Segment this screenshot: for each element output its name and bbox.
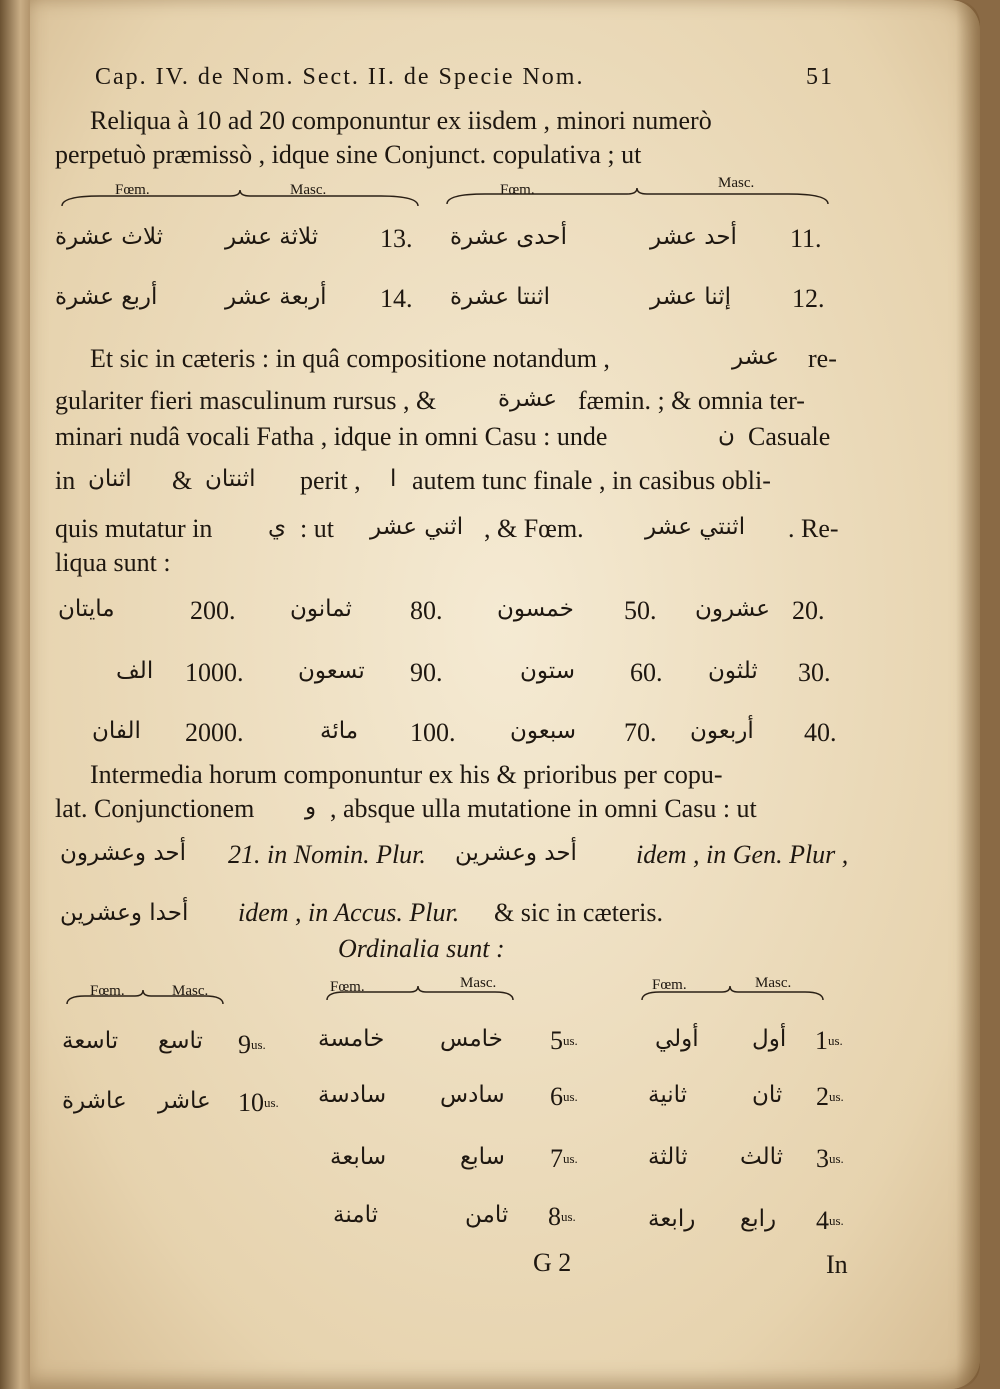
ord-3-masc: ثالث bbox=[740, 1144, 784, 1170]
ord-label-masc-3: Masc. bbox=[755, 975, 792, 991]
ord-5-foem: خامسة bbox=[318, 1026, 385, 1052]
ar-30: ثلثون bbox=[708, 658, 758, 684]
ar-13-foem: ثلاث عشرة bbox=[55, 224, 164, 250]
ord-5-num: $5^{us.}$ bbox=[550, 1026, 578, 1055]
ar-200: مايتان bbox=[58, 596, 115, 622]
p1-foem: , & Fœm. bbox=[484, 514, 584, 543]
ord-1-foem: أولي bbox=[655, 1026, 699, 1052]
num-40: 40. bbox=[804, 718, 837, 747]
ar-70: سبعون bbox=[510, 718, 577, 744]
ord-4-foem: رابعة bbox=[648, 1206, 696, 1232]
brace-right-group bbox=[445, 188, 830, 208]
intro-line-1: Reliqua à 10 ad 20 componuntur ex iisdem , minori numerò bbox=[90, 106, 712, 135]
p1-line2-end: fæmin. ; & omnia ter- bbox=[578, 386, 805, 415]
label-foem-1: Fœm. bbox=[115, 182, 150, 198]
p1-ar-ashar: عشر bbox=[732, 344, 779, 370]
ord-10-num: $10^{us.}$ bbox=[238, 1088, 279, 1117]
p1-ar-ithnatay: اثنتي عشر bbox=[645, 514, 746, 540]
ordinalia-title: Ordinalia sunt : bbox=[338, 934, 505, 963]
ar-14-masc: أربعة عشر bbox=[225, 284, 327, 310]
p2-line2a: lat. Conjunctionem bbox=[55, 794, 255, 823]
p1-in: in bbox=[55, 466, 76, 495]
ar-20: عشرون bbox=[695, 596, 770, 622]
page-edge-shadow bbox=[956, 0, 980, 1389]
p1-reliqua: liqua sunt : bbox=[55, 548, 171, 577]
ord-8-num: $8^{us.}$ bbox=[548, 1202, 576, 1231]
num-50: 50. bbox=[624, 596, 657, 625]
p1-line2: gulariter fieri masculinum rursus , & bbox=[55, 386, 437, 415]
ord-8-foem: ثامنة bbox=[333, 1202, 379, 1228]
p2-line1: Intermedia horum componuntur ex his & prioribus per copu- bbox=[90, 760, 723, 789]
ord-label-foem-1: Fœm. bbox=[90, 983, 125, 999]
p2-gen: idem , in Gen. Plur , bbox=[636, 840, 849, 869]
ord-4-masc: رابع bbox=[740, 1206, 777, 1232]
num-90: 90. bbox=[410, 658, 443, 687]
ord-9-masc: تاسع bbox=[158, 1028, 203, 1054]
ord-9-num: $9^{us.}$ bbox=[238, 1030, 266, 1059]
num-14: 14. bbox=[380, 284, 413, 313]
p2-ar-gen: أحد وعشرين bbox=[455, 840, 577, 866]
p1-amp: & bbox=[172, 466, 193, 495]
p2-end: & sic in cæteris. bbox=[494, 898, 663, 927]
p2-line2b: , absque ulla mutatione in omni Casu : ut bbox=[330, 794, 757, 823]
ar-13-masc: ثلاثة عشر bbox=[225, 224, 319, 250]
ar-11-foem: أحدى عشرة bbox=[450, 224, 567, 250]
ord-2-masc: ثان bbox=[752, 1082, 783, 1108]
p1-line1-end: re- bbox=[808, 344, 837, 373]
ord-label-foem-3: Fœm. bbox=[652, 977, 687, 993]
p2-nom: 21. in Nomin. Plur. bbox=[228, 840, 426, 869]
running-title: Cap. IV. de Nom. Sect. II. de Specie Nom. bbox=[95, 64, 585, 90]
num-20: 20. bbox=[792, 596, 825, 625]
num-1000: 1000. bbox=[185, 658, 244, 687]
ord-7-foem: سابعة bbox=[330, 1144, 387, 1170]
ord-4-num: $4^{us.}$ bbox=[816, 1206, 844, 1235]
num-100: 100. bbox=[410, 718, 456, 747]
ar-1000: الف bbox=[116, 658, 154, 684]
num-11: 11. bbox=[790, 224, 822, 253]
label-masc-1: Masc. bbox=[290, 182, 327, 198]
p2-ar-acc: أحدا وعشرين bbox=[60, 900, 189, 926]
ord-brace-2 bbox=[325, 986, 515, 1004]
ord-7-masc: سابع bbox=[460, 1144, 505, 1170]
ord-6-foem: سادسة bbox=[318, 1082, 387, 1108]
num-2000: 2000. bbox=[185, 718, 244, 747]
intro-line-2: perpetuò præmissò , idque sine Conjunct. copulativa ; ut bbox=[55, 140, 642, 169]
ord-3-foem: ثالثة bbox=[648, 1144, 688, 1170]
p1-line1: Et sic in cæteris : in quâ compositione notandum , bbox=[90, 344, 610, 373]
num-13: 13. bbox=[380, 224, 413, 253]
ord-6-num: $6^{us.}$ bbox=[550, 1082, 578, 1111]
ar-2000: الفان bbox=[92, 718, 141, 744]
p1-line3: minari nudâ vocali Fatha , idque in omni Casu : unde bbox=[55, 422, 608, 451]
p1-perit: perit , bbox=[300, 466, 361, 495]
p1-ar-ithnan: اثنان bbox=[88, 466, 132, 492]
ar-14-foem: أربع عشرة bbox=[55, 284, 158, 310]
ar-12-masc: إثنا عشر bbox=[650, 284, 731, 310]
num-30: 30. bbox=[798, 658, 831, 687]
p1-ar-ithnay: اثني عشر bbox=[370, 514, 464, 540]
ar-12-foem: اثنتا عشرة bbox=[450, 284, 550, 310]
ord-brace-1 bbox=[65, 990, 225, 1008]
p1-quis: quis mutatur in bbox=[55, 514, 213, 543]
ord-2-num: $2^{us.}$ bbox=[816, 1082, 844, 1111]
p1-ar-ashara: عشرة bbox=[498, 386, 557, 412]
page-number: 51 bbox=[806, 64, 834, 90]
ar-11-masc: أحد عشر bbox=[650, 224, 737, 250]
ord-label-foem-2: Fœm. bbox=[330, 979, 365, 995]
ord-1-num: $1^{us.}$ bbox=[815, 1026, 843, 1055]
brace-left-group bbox=[60, 190, 420, 210]
ar-90: تسعون bbox=[298, 658, 365, 684]
p1-ar-nun: ن bbox=[718, 422, 735, 448]
num-200: 200. bbox=[190, 596, 236, 625]
label-foem-2: Fœm. bbox=[500, 182, 535, 198]
p1-ar-alif: ا bbox=[390, 466, 397, 492]
p2-ar-nom: أحد وعشرون bbox=[60, 840, 187, 866]
ord-label-masc-1: Masc. bbox=[172, 983, 209, 999]
ord-5-masc: خامس bbox=[440, 1026, 503, 1052]
ord-1-masc: أول bbox=[752, 1026, 787, 1052]
label-masc-2: Masc. bbox=[718, 175, 755, 191]
p1-line3-end: Casuale bbox=[748, 422, 831, 451]
book-spine bbox=[0, 0, 34, 1389]
p2-ar-waw: و bbox=[305, 794, 317, 820]
p1-ar-ithnatan: اثنتان bbox=[205, 466, 256, 492]
signature-mark: G 2 bbox=[533, 1248, 572, 1277]
num-12: 12. bbox=[792, 284, 825, 313]
ord-10-foem: عاشرة bbox=[62, 1088, 127, 1114]
num-60: 60. bbox=[630, 658, 663, 687]
ord-10-masc: عاشر bbox=[158, 1088, 211, 1114]
p1-ar-ya: ي bbox=[268, 514, 287, 540]
ord-6-masc: سادس bbox=[440, 1082, 505, 1108]
p1-ut: : ut bbox=[300, 514, 334, 543]
p2-acc: idem , in Accus. Plur. bbox=[238, 898, 460, 927]
ord-2-foem: ثانية bbox=[648, 1082, 688, 1108]
num-80: 80. bbox=[410, 596, 443, 625]
ar-80: ثمانون bbox=[290, 596, 352, 622]
ord-label-masc-2: Masc. bbox=[460, 975, 497, 991]
ord-8-masc: ثامن bbox=[465, 1202, 509, 1228]
ar-60: ستون bbox=[520, 658, 575, 684]
ord-brace-3 bbox=[640, 986, 825, 1004]
catchword: In bbox=[826, 1250, 848, 1279]
p1-re: . Re- bbox=[788, 514, 839, 543]
ar-50: خمسون bbox=[497, 596, 574, 622]
ord-9-foem: تاسعة bbox=[62, 1028, 119, 1054]
p1-line4-end: autem tunc finale , in casibus obli- bbox=[412, 466, 771, 495]
ord-3-num: $3^{us.}$ bbox=[816, 1144, 844, 1173]
ar-40: أربعون bbox=[690, 718, 754, 744]
ord-7-num: $7^{us.}$ bbox=[550, 1144, 578, 1173]
num-70: 70. bbox=[624, 718, 657, 747]
ar-100: مائة bbox=[320, 718, 359, 744]
